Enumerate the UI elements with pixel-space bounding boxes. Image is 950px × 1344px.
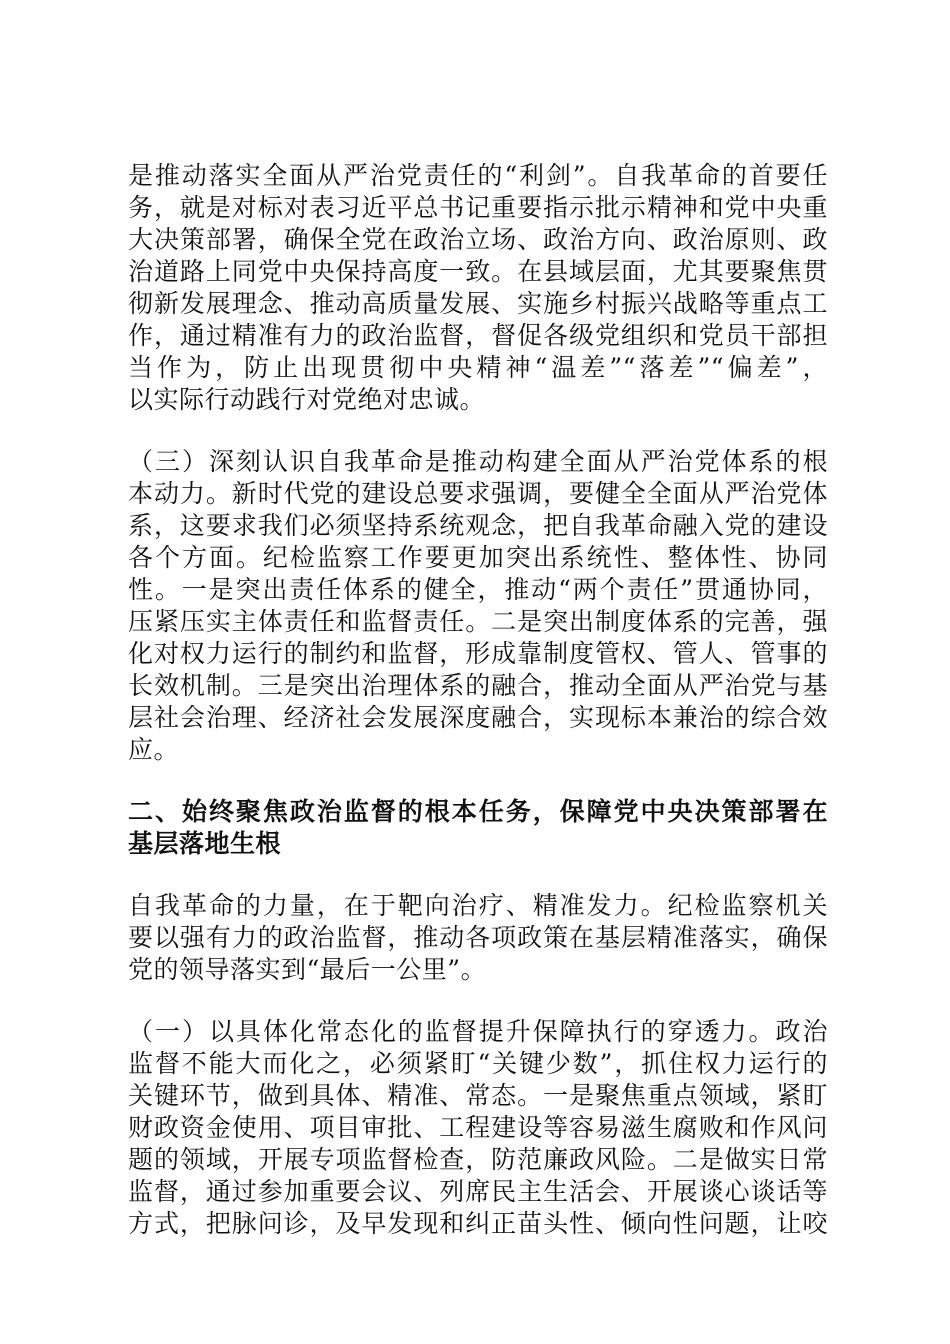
paragraph-section-three bbox=[128, 446, 828, 766]
text-line: 务，就是对标对表习近平总书记重要指示批示精神和党中央重 bbox=[128, 193, 828, 222]
text-line: 党的领导落实到“最后一公里”。 bbox=[128, 955, 487, 984]
text-line: （一）以具体化常态化的监督提升保障执行的穿透力。政治 bbox=[128, 1017, 828, 1046]
section-heading bbox=[128, 796, 828, 860]
text-line: 方式，把脉问诊，及早发现和纠正苗头性、倾向性问题，让咬 bbox=[128, 1209, 828, 1238]
text-line: （三）深刻认识自我革命是推动构建全面从严治党体系的根 bbox=[128, 447, 828, 476]
text-line: 是推动落实全面从严治党责任的“利剑”。自我革命的首要任 bbox=[128, 161, 828, 190]
document-page bbox=[128, 160, 828, 1240]
paragraph-subsection-one bbox=[128, 1016, 828, 1240]
text-line: 当作为，防止出现贯彻中央精神“温差”“落差”“偏差”， bbox=[128, 353, 828, 382]
text-line: 作，通过精准有力的政治监督，督促各级党组织和党员干部担 bbox=[128, 321, 828, 350]
text-line: 自我革命的力量，在于靶向治疗、精准发力。纪检监察机关 bbox=[128, 891, 828, 920]
text-line: 压紧压实主体责任和监督责任。二是突出制度体系的完善，强 bbox=[128, 607, 828, 636]
text-line: 治道路上同党中央保持高度一致。在县域层面，尤其要聚焦贯 bbox=[128, 257, 828, 286]
heading-line: 二、始终聚焦政治监督的根本任务，保障党中央决策部署在 bbox=[128, 797, 828, 826]
text-line: 彻新发展理念、推动高质量发展、实施乡村振兴战略等重点工 bbox=[128, 289, 828, 318]
text-line: 监督不能大而化之，必须紧盯“关键少数”，抓住权力运行的 bbox=[128, 1049, 828, 1078]
text-line: 以实际行动践行对党绝对忠诚。 bbox=[128, 385, 486, 414]
text-line: 化对权力运行的制约和监督，形成靠制度管权、管人、管事的 bbox=[128, 639, 828, 668]
paragraph-self-revolution-power bbox=[128, 890, 828, 986]
text-line: 本动力。新时代党的建设总要求强调，要健全全面从严治党体 bbox=[128, 479, 828, 508]
text-line: 应。 bbox=[128, 735, 180, 764]
text-line: 财政资金使用、项目审批、工程建设等容易滋生腐败和作风问 bbox=[128, 1113, 828, 1142]
text-line: 系，这要求我们必须坚持系统观念，把自我革命融入党的建设 bbox=[128, 511, 828, 540]
text-line: 监督，通过参加重要会议、列席民主生活会、开展谈心谈话等 bbox=[128, 1177, 828, 1206]
text-line: 层社会治理、经济社会发展深度融合，实现标本兼治的综合效 bbox=[128, 703, 828, 732]
paragraph-political-supervision-sword bbox=[128, 160, 828, 416]
text-line: 大决策部署，确保全党在政治立场、政治方向、政治原则、政 bbox=[128, 225, 828, 254]
heading-line: 基层落地生根 bbox=[128, 829, 282, 858]
text-line: 性。一是突出责任体系的健全，推动“两个责任”贯通协同， bbox=[128, 575, 828, 604]
text-line: 长效机制。三是突出治理体系的融合，推动全面从严治党与基 bbox=[128, 671, 828, 700]
text-line: 关键环节，做到具体、精准、常态。一是聚焦重点领域，紧盯 bbox=[128, 1081, 828, 1110]
text-line: 要以强有力的政治监督，推动各项政策在基层精准落实，确保 bbox=[128, 923, 828, 952]
text-line: 题的领域，开展专项监督检查，防范廉政风险。二是做实日常 bbox=[128, 1145, 828, 1174]
text-line: 各个方面。纪检监察工作要更加突出系统性、整体性、协同 bbox=[128, 543, 828, 572]
